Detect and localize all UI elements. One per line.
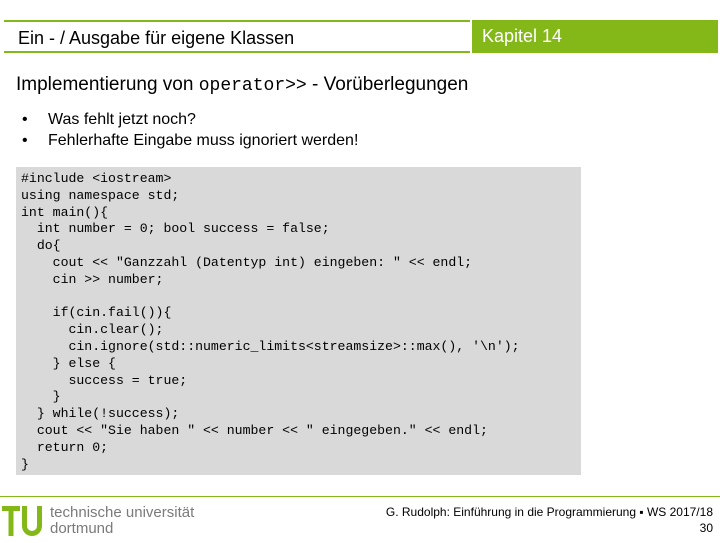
code-line: } <box>21 389 61 405</box>
chapter-box <box>472 20 718 53</box>
bullet-item <box>22 109 358 130</box>
code-line: return 0; <box>21 439 109 455</box>
bullet-dot-icon: • <box>22 132 28 149</box>
bullet-item <box>22 130 358 151</box>
code-line: int main(){ <box>21 204 109 220</box>
bullet-text: Was fehlt jetzt noch? <box>48 111 196 128</box>
heading-prefix: Implementierung von <box>16 74 199 95</box>
code-line: int number = 0; bool success = false; <box>21 221 330 237</box>
heading-suffix: - Vorüberlegungen <box>306 74 469 95</box>
page-number: 30 <box>699 521 713 535</box>
chapter-label: Kapitel 14 <box>482 26 563 46</box>
code-line: cout << "Sie haben " << number << " eingegeben." << endl; <box>21 422 488 438</box>
code-line: using namespace std; <box>21 187 180 203</box>
code-line <box>21 289 520 306</box>
logo-text <box>50 505 194 537</box>
footer-author: G. Rudolph: Einführung in die Programmierung ▪ WS 2017/18 <box>385 505 713 519</box>
code-line: } while(!success); <box>21 406 180 422</box>
slide-header <box>0 0 720 56</box>
code-line: } <box>21 456 29 472</box>
tu-logo-icon <box>2 504 46 538</box>
code-line: cin >> number; <box>21 271 164 287</box>
code-line: cin.ignore(std::numeric_limits<streamsize>::max(), '\n'); <box>21 338 520 354</box>
code-listing <box>21 171 520 473</box>
bullet-list <box>22 109 358 151</box>
logo-text-line1: technische universität <box>50 504 195 521</box>
code-line: cin.clear(); <box>21 322 164 338</box>
header-title-box <box>4 20 470 53</box>
tu-dortmund-logo <box>2 504 202 538</box>
code-line: cout << "Ganzzahl (Datentyp int) eingeben: " << endl; <box>21 254 473 270</box>
code-line: do{ <box>21 238 61 254</box>
code-line: } else { <box>21 355 116 371</box>
footer-divider <box>0 496 720 497</box>
logo-text-line2: dortmund <box>50 520 114 537</box>
code-line: if(cin.fail()){ <box>21 305 172 321</box>
heading-code: operator>> <box>198 76 307 96</box>
bullet-dot-icon: • <box>22 111 28 128</box>
code-listing-box <box>16 167 581 475</box>
code-line: #include <iostream> <box>21 171 172 186</box>
header-title: Ein - / Ausgabe für eigene Klassen <box>18 28 295 48</box>
slide-heading <box>16 74 468 96</box>
code-line: success = true; <box>21 372 188 388</box>
bullet-text: Fehlerhafte Eingabe muss ignoriert werden! <box>48 132 359 149</box>
